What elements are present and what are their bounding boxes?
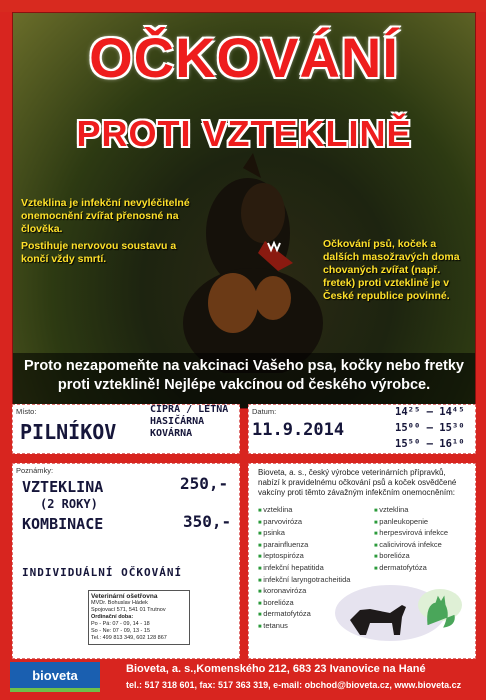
list-item: ■ borelióza	[258, 598, 350, 610]
list-item: ■ vzteklina	[374, 505, 448, 517]
info-right: Očkování psů, koček a dalších masožravých doma chovaných zvířat (např. fretek) proti vzteklině je v České republice povinné.	[323, 238, 460, 302]
list-item: ■ psinka	[258, 528, 350, 540]
title-line1: OČKOVÁNÍ	[89, 26, 399, 89]
info-left-2: Postihuje nervovou soustavu a končí vždy smrtí.	[21, 240, 177, 265]
logo-green-bar	[10, 688, 100, 692]
note1-sub: (2 ROKY)	[40, 497, 98, 511]
list-item: ■ infekční hepatitida	[258, 563, 350, 575]
footer-address: Bioveta, a. s.,Komenského 212, 683 23 Ivanovice na Hané	[126, 663, 426, 675]
list-item: ■ parvoviróza	[258, 517, 350, 529]
stamp-line1: Veterinární ošetřovna	[91, 593, 158, 600]
cat-vaccine-list	[374, 505, 448, 575]
stamp-line3: Spojovací 571, 541 01 Trutnov	[91, 607, 166, 613]
time-3: 15⁵⁰ – 16¹⁰	[395, 438, 465, 450]
stamp-line7: Tel.: 499 813 349, 602 128 867	[91, 635, 167, 641]
list-item: ■ tetanus	[258, 621, 350, 633]
photo-area	[12, 12, 476, 409]
footer-contact: tel.: 517 318 601, fax: 517 363 319, e-mail: obchod@bioveta.cz, www.bioveta.cz	[126, 680, 462, 690]
notes-label: Poznámky:	[16, 466, 54, 475]
stamp-line5: Po - Pá: 07 - 09, 14 - 18	[91, 621, 150, 627]
list-item: ■ herpesvirová infekce	[374, 528, 448, 540]
stamp-line2: MVDr. Bohuslav Hádek	[91, 600, 148, 606]
info-left-1: Vzteklina je infekční nevyléčitelné onemocnění zvířat přenosné na člověka.	[21, 197, 190, 235]
list-item: ■ dermatofytóza	[258, 609, 350, 621]
list-item: ■ calicivirová infekce	[374, 540, 448, 552]
list-item: ■ borelióza	[374, 551, 448, 563]
date-value: 11.9.2014	[252, 420, 345, 440]
place-value: PILNÍKOV	[20, 420, 117, 444]
note1-name: VZTEKLINA	[22, 478, 104, 496]
list-item: ■ dermatofytóza	[374, 563, 448, 575]
place-label: Místo:	[16, 407, 37, 416]
place-detail: CIPRA / LETNÁ HASIČÁRNA KOVÁRNA	[150, 404, 229, 439]
list-item: ■ koronaviróza	[258, 586, 350, 598]
list-item: ■ vzteklina	[258, 505, 350, 517]
top-band	[0, 0, 486, 12]
list-item: ■ leptospiróza	[258, 551, 350, 563]
list-item: ■ panleukopenie	[374, 517, 448, 529]
clinic-stamp	[88, 590, 190, 645]
stamp-line4: Ordinační doba:	[91, 614, 134, 620]
animals-illustration	[330, 575, 470, 655]
bioveta-intro: Bioveta, a. s., český výrobce veterinárních přípravků, nabízí k pravidelnému očkování psů a koček osvědčené vakcíny proti těmto závažným infekčním onemocněním:	[258, 468, 457, 497]
note2-price: 350,-	[183, 512, 232, 531]
list-item: ■ infekční laryngotracheitida	[258, 575, 350, 587]
stamp-line6: So - Ne: 07 - 09, 13 - 15	[91, 628, 151, 634]
ribbon-text: Proto nezapomeňte na vakcinaci Vašeho psa, kočky nebo fretky proti vzteklině! Nejlépe vakcínou od českého výrobce.	[24, 358, 464, 393]
date-label: Datum:	[252, 407, 277, 416]
list-item: ■ parainfluenza	[258, 540, 350, 552]
bioveta-logo: bioveta	[10, 662, 100, 688]
note1-price: 250,-	[180, 474, 229, 493]
time-1: 14²⁵ – 14⁴⁵	[395, 406, 465, 418]
note2-name: KOMBINACE	[22, 515, 104, 533]
title-line2: PROTI VZTEKLINĚ	[76, 113, 412, 154]
time-2: 15⁰⁰ – 15³⁰	[395, 422, 465, 434]
note3: INDIVIDUÁLNÍ OČKOVÁNÍ	[22, 566, 183, 579]
